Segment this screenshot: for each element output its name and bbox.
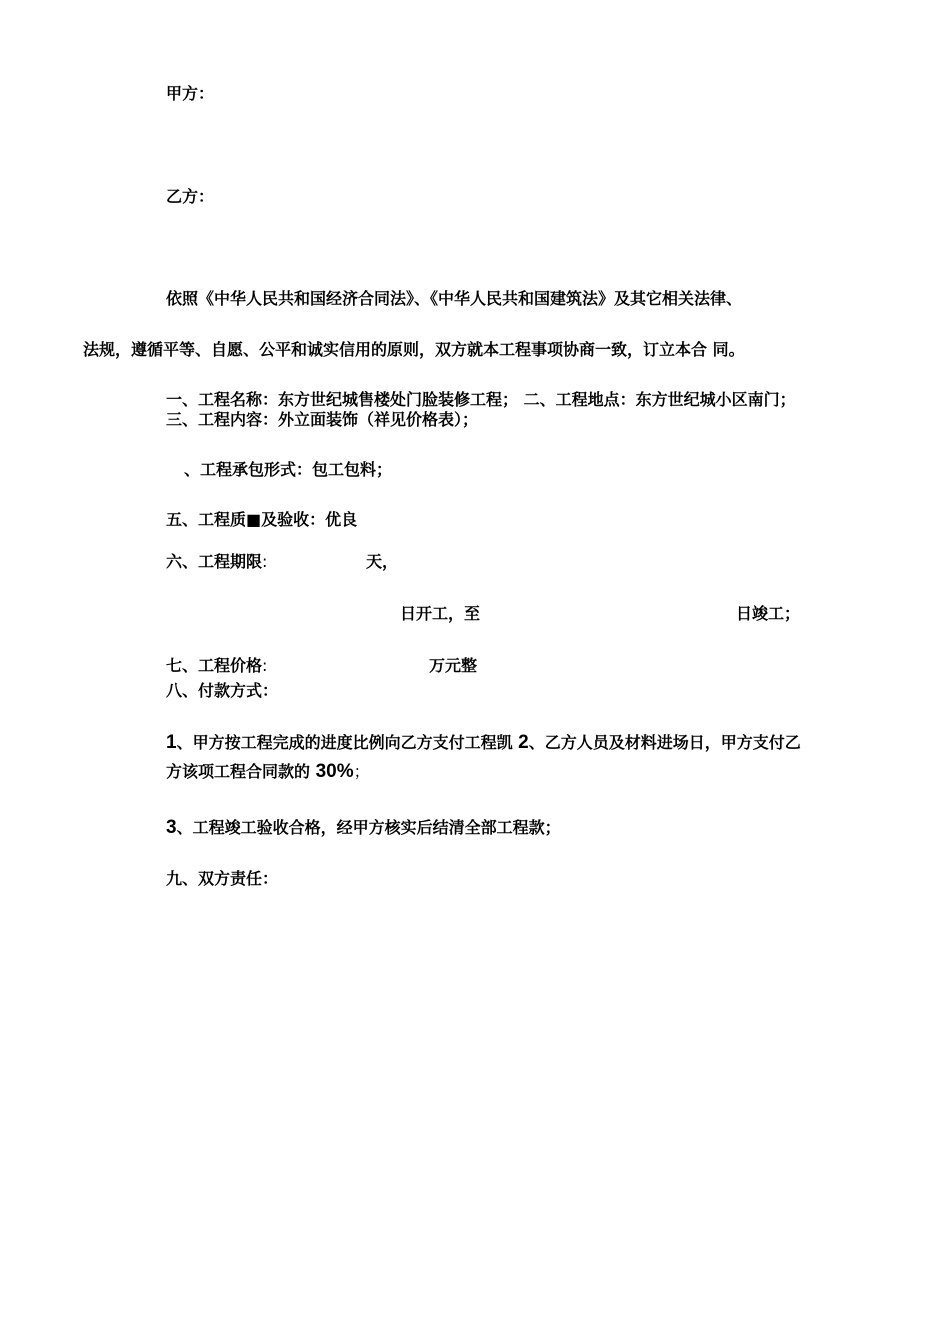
clause-6-end: 日竣工； <box>736 604 801 623</box>
party-b-label: 乙方： <box>166 187 215 206</box>
payment-1-2 <box>166 733 801 753</box>
clause-5: 五、工程质■及验收：优良 <box>166 510 358 529</box>
clause-8: 八、付款方式： <box>166 681 279 700</box>
payment-2-end: ； <box>353 762 370 781</box>
party-a-label: 甲方： <box>166 84 215 103</box>
clause-7-amount: 万元整 <box>429 656 478 675</box>
payment-3-text: 、工程竣工验收合格，经甲方核实后结清全部工程款； <box>176 818 561 837</box>
payment-2-text: 、乙方人员及材料进场日，甲方支付乙 <box>528 733 801 752</box>
payment-3-number: 3 <box>166 817 177 838</box>
clause-9: 九、双方责任： <box>166 869 279 888</box>
clause-6-start: 日开工，至 <box>400 604 481 623</box>
clause-6-title: 六、工程期限 <box>166 552 263 571</box>
payment-2-percent: 30% <box>315 761 354 782</box>
preamble-line-1: 依照《中华人民共和国经济合同法》、《中华人民共和国建筑法》及其它相关法律、 <box>166 289 743 308</box>
clause-7-label <box>166 656 267 676</box>
clause-4: 、工程承包形式：包工包料； <box>184 460 393 479</box>
clause-3: 三、工程内容：外立面装饰（祥见价格表）； <box>166 410 479 429</box>
clause-1-2: 一、工程名称：东方世纪城售楼处门脸装修工程； 二、工程地点：东方世纪城小区南门； <box>166 390 796 409</box>
clause-6-days: 天， <box>366 552 399 571</box>
clause-6-colon: : <box>262 552 268 571</box>
payment-1-number: 1 <box>166 732 177 753</box>
payment-1-text: 、甲方按工程完成的进度比例向乙方支付工程凯 <box>176 733 519 752</box>
preamble-line-2: 法规，遵循平等、自愿、公平和诚实信用的原则，双方就本工程事项协商一致，订立本合 同。 <box>83 340 745 359</box>
clause-6-label <box>166 552 267 572</box>
payment-2-continued <box>166 762 370 782</box>
payment-2-number: 2 <box>518 732 529 753</box>
clause-7-colon: : <box>262 656 268 675</box>
payment-2-cont-text: 方该项工程合同款的 <box>166 762 316 781</box>
payment-3 <box>166 818 561 838</box>
clause-7-title: 七、工程价格 <box>166 656 263 675</box>
